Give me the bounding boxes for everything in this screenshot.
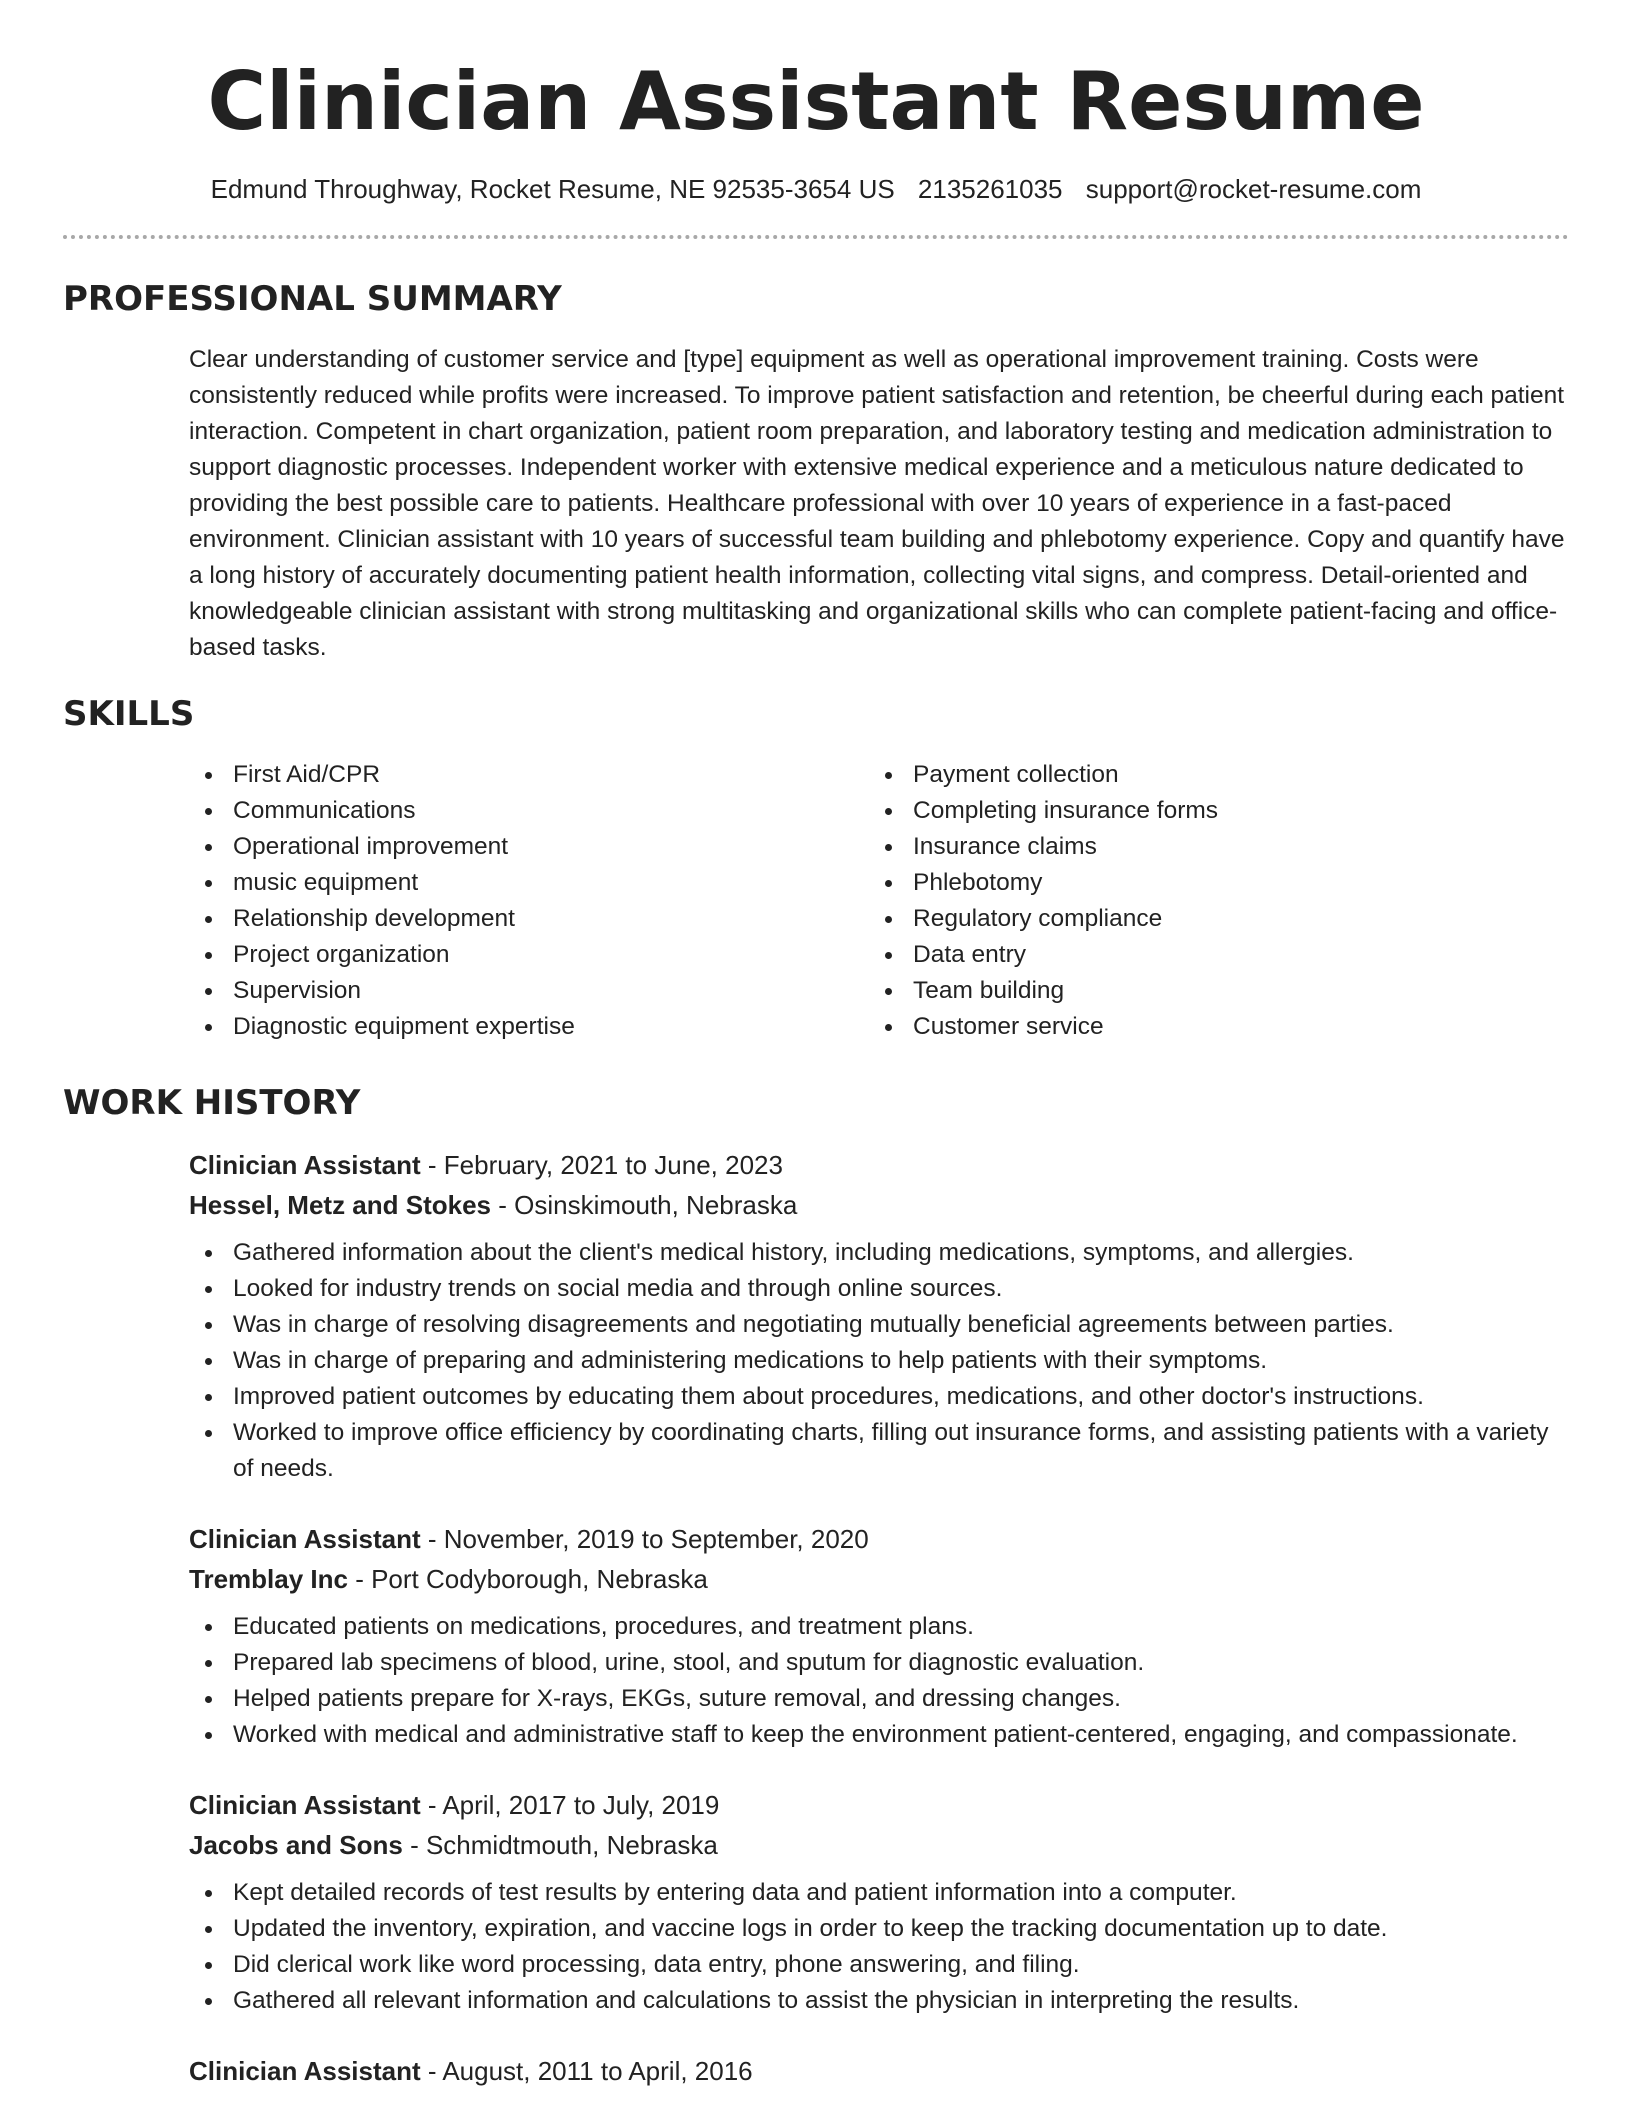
job-bullets xyxy=(189,1875,1569,2019)
skill-item: Completing insurance forms xyxy=(869,793,1549,829)
job-company: Tremblay Inc xyxy=(189,1564,348,1595)
skills-heading: SKILLS xyxy=(63,693,195,734)
job-separator: - xyxy=(420,2056,443,2087)
skill-item: Supervision xyxy=(189,973,869,1009)
skills-column-right xyxy=(869,757,1549,1045)
job-entry xyxy=(189,2051,1569,2091)
job-bullet: Gathered information about the client's medical history, including medications, symptoms, and allergies. xyxy=(189,1235,1569,1271)
job-company-line xyxy=(189,1825,1569,1865)
job-bullet: Updated the inventory, expiration, and vaccine logs in order to keep the tracking documentation up to date. xyxy=(189,1911,1569,1947)
job-bullet: Educated patients on medications, procedures, and treatment plans. xyxy=(189,1609,1569,1645)
job-bullet: Worked with medical and administrative staff to keep the environment patient-centered, engaging, and compassionate. xyxy=(189,1717,1569,1753)
job-dates: February, 2021 to June, 2023 xyxy=(443,1150,783,1181)
job-bullet: Was in charge of resolving disagreements and negotiating mutually beneficial agreements between parties. xyxy=(189,1307,1569,1343)
job-company-line xyxy=(189,1559,1569,1599)
job-location: Schmidtmouth, Nebraska xyxy=(425,1830,718,1861)
job-title: Clinician Assistant xyxy=(189,1150,421,1181)
job-bullet: Was in charge of preparing and administering medications to help patients with their symptoms. xyxy=(189,1343,1569,1379)
job-bullet: Looked for industry trends on social media and through online sources. xyxy=(189,1271,1569,1307)
job-separator: - xyxy=(402,1830,426,1861)
job-entry xyxy=(189,1519,1569,1753)
skill-item: Communications xyxy=(189,793,869,829)
job-entry xyxy=(189,1145,1569,1487)
job-location: Osinskimouth, Nebraska xyxy=(514,1190,798,1221)
job-dates: August, 2011 to April, 2016 xyxy=(442,2056,753,2087)
skill-item: Insurance claims xyxy=(869,829,1549,865)
skills-list xyxy=(189,757,1569,1045)
job-bullet: Improved patient outcomes by educating them about procedures, medications, and other doctor's instructions. xyxy=(189,1379,1569,1415)
skill-item: Customer service xyxy=(869,1009,1549,1045)
job-title-line xyxy=(189,1519,1569,1559)
job-dates: November, 2019 to September, 2020 xyxy=(443,1524,869,1555)
contact-phone: 2135261035 xyxy=(917,174,1063,204)
job-title-line xyxy=(189,2051,1569,2091)
job-dates: April, 2017 to July, 2019 xyxy=(442,1790,720,1821)
job-company: Jacobs and Sons xyxy=(189,1830,403,1861)
job-separator: - xyxy=(420,1524,444,1555)
contact-email: support@rocket-resume.com xyxy=(1085,174,1422,204)
job-separator: - xyxy=(420,1790,443,1821)
job-company-line xyxy=(189,1185,1569,1225)
skills-section xyxy=(63,694,1569,1045)
job-bullets xyxy=(189,1235,1569,1487)
skill-item: Project organization xyxy=(189,937,869,973)
job-bullet: Did clerical work like word processing, data entry, phone answering, and filing. xyxy=(189,1947,1569,1983)
work-jobs xyxy=(63,1145,1569,2091)
job-separator: - xyxy=(347,1564,372,1595)
job-bullet: Helped patients prepare for X-rays, EKGs, suture removal, and dressing changes. xyxy=(189,1681,1569,1717)
skill-item: Regulatory compliance xyxy=(869,901,1549,937)
work-heading: WORK HISTORY xyxy=(63,1082,361,1123)
contact-address: Edmund Throughway, Rocket Resume, NE 92535-3654 US xyxy=(210,174,895,204)
skill-item: music equipment xyxy=(189,865,869,901)
job-title: Clinician Assistant xyxy=(189,2056,421,2087)
skill-item: Operational improvement xyxy=(189,829,869,865)
job-bullet: Prepared lab specimens of blood, urine, stool, and sputum for diagnostic evaluation. xyxy=(189,1645,1569,1681)
resume-title: Clinician Assistant Resume xyxy=(207,55,1425,148)
job-bullet: Kept detailed records of test results by entering data and patient information into a computer. xyxy=(189,1875,1569,1911)
job-location: Port Codyborough, Nebraska xyxy=(371,1564,708,1595)
skill-item: Diagnostic equipment expertise xyxy=(189,1009,869,1045)
skill-item: Payment collection xyxy=(869,757,1549,793)
job-separator: - xyxy=(491,1190,515,1221)
job-entry xyxy=(189,1785,1569,2019)
job-title: Clinician Assistant xyxy=(189,1524,421,1555)
skill-item: Data entry xyxy=(869,937,1549,973)
job-title-line xyxy=(189,1785,1569,1825)
job-bullet: Gathered all relevant information and calculations to assist the physician in interpreting the results. xyxy=(189,1983,1569,2019)
header-divider xyxy=(63,235,1569,239)
skill-item: Phlebotomy xyxy=(869,865,1549,901)
summary-text: Clear understanding of customer service and [type] equipment as well as operational improvement training. Costs were consistently reduced while profits were increased. To improve patient satisfaction and retention, be cheerful during each patient interaction. Competent in chart organization, patient room preparation, and laboratory testing and medication administration to support diagnostic processes. Independent worker with extensive medical experience and a meticulous nature dedicated to providing the best possible care to patients. Healthcare professional with over 10 years of experience in a fast-paced environment. Clinician assistant with 10 years of successful team building and phlebotomy experience. Copy and quantify have a long history of accurately documenting patient health information, collecting vital signs, and compress. Detail-oriented and knowledgeable clinician assistant with strong multitasking and organizational skills who can complete patient-facing and office-based tasks. xyxy=(189,345,1565,661)
skill-item: Team building xyxy=(869,973,1549,1009)
job-separator: - xyxy=(420,1150,444,1181)
contact-line xyxy=(63,174,1569,205)
skill-item: First Aid/CPR xyxy=(189,757,869,793)
job-bullets xyxy=(189,1609,1569,1753)
job-bullet: Worked to improve office efficiency by coordinating charts, filling out insurance forms, and assisting patients with a variety of needs. xyxy=(189,1415,1569,1487)
job-title-line xyxy=(189,1145,1569,1185)
job-company: Hessel, Metz and Stokes xyxy=(189,1190,491,1221)
skills-column-left xyxy=(189,757,869,1045)
skill-item: Relationship development xyxy=(189,901,869,937)
work-section xyxy=(63,1083,1569,2092)
job-title: Clinician Assistant xyxy=(189,1790,421,1821)
summary-section xyxy=(63,279,1569,666)
summary-heading: PROFESSIONAL SUMMARY xyxy=(63,279,562,319)
